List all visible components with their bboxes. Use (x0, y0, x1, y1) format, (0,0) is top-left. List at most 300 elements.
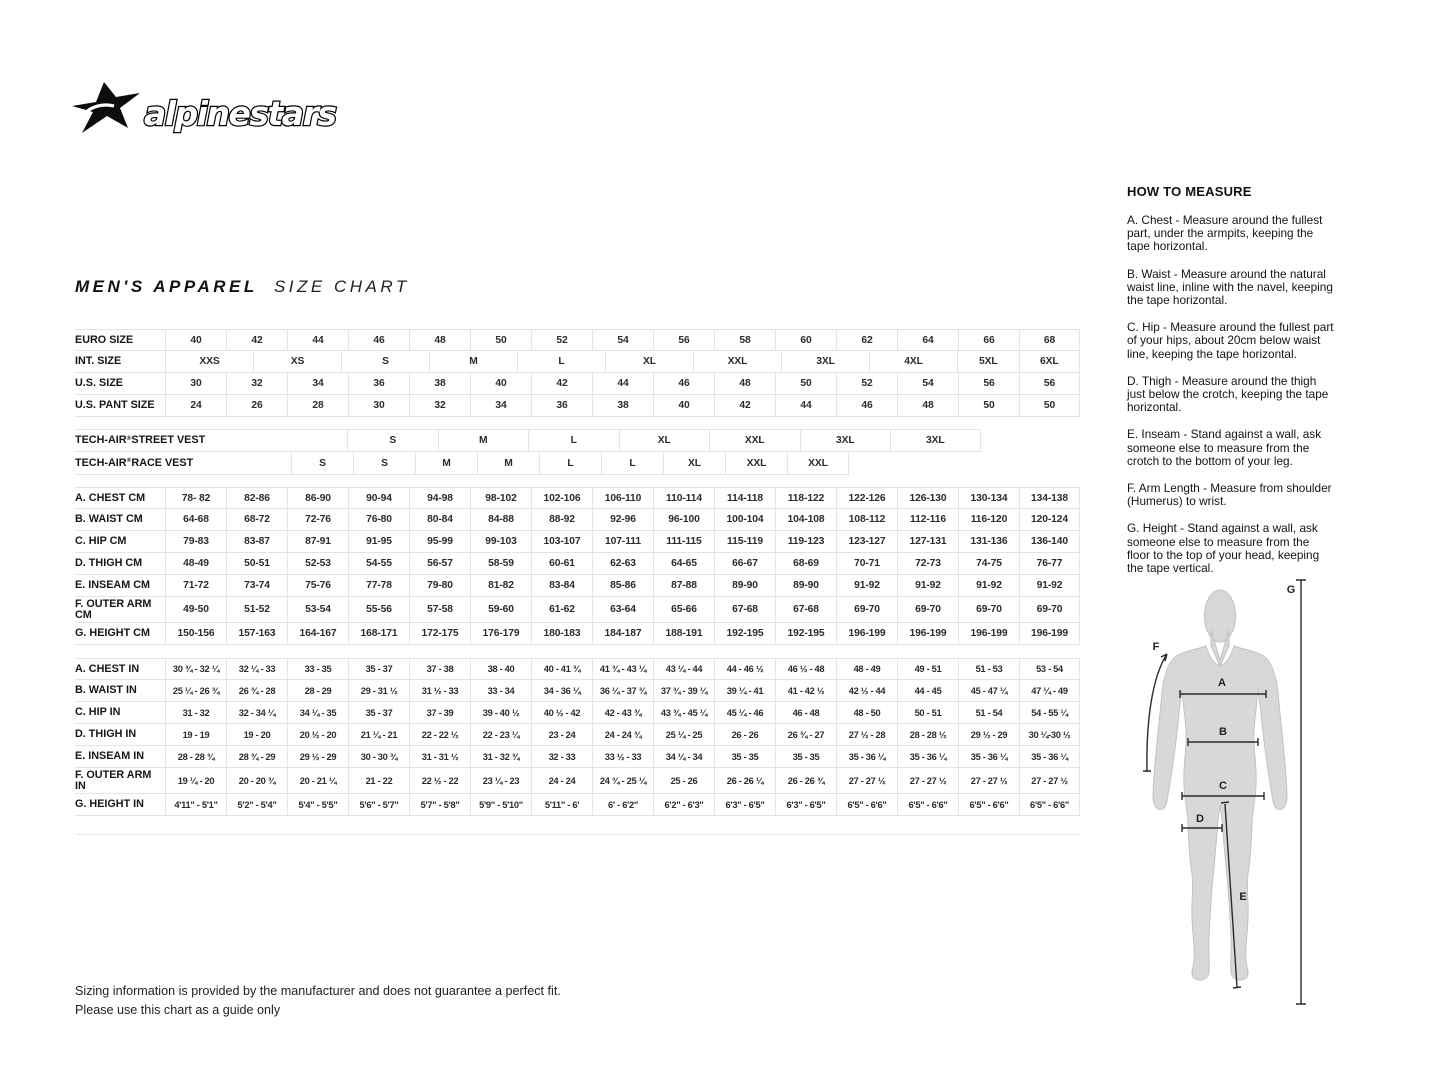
size-cell: 44 (592, 373, 653, 394)
table-row (75, 623, 1080, 645)
size-cell: 50-51 (226, 553, 287, 574)
size-cell: M (429, 351, 517, 372)
size-cell: 39 ¼ - 41 (714, 680, 775, 701)
size-cell: 63-64 (592, 597, 653, 622)
size-cell: 192-195 (714, 623, 775, 644)
measurement-figure (1138, 572, 1323, 1022)
size-cell: 91-92 (836, 575, 897, 596)
size-cell: 6'2" - 6'3" (653, 794, 714, 815)
size-cell: L (539, 452, 601, 474)
size-cell: 33 - 35 (287, 659, 348, 679)
size-cell: 31 - 31 ½ (409, 746, 470, 767)
size-cell: 176-179 (470, 623, 531, 644)
page-title (75, 277, 410, 297)
size-cell: 69-70 (836, 597, 897, 622)
size-cell: 5'9" - 5'10" (470, 794, 531, 815)
size-cell: 55-56 (348, 597, 409, 622)
row-label: D. THIGH IN (75, 728, 137, 740)
size-cell: 115-119 (714, 531, 775, 552)
size-cell: 22 - 22 ½ (409, 724, 470, 745)
size-cell: 74-75 (958, 553, 1019, 574)
size-cell: 22 ½ - 22 (409, 768, 470, 793)
size-cell: 6'3" - 6'5" (775, 794, 836, 815)
size-cell: 26 (226, 395, 287, 416)
size-cell: 35 - 35 (775, 746, 836, 767)
table-row (75, 452, 1080, 475)
size-cell: 40 (470, 373, 531, 394)
row-leading-gap (165, 430, 347, 451)
size-cell: 79-80 (409, 575, 470, 596)
vest-row-wrap (75, 429, 981, 452)
size-cell: 38 - 40 (470, 659, 531, 679)
size-cell: 34 (470, 395, 531, 416)
size-cell: 60 (775, 330, 836, 350)
table-row (75, 329, 1080, 351)
size-cell: 84-88 (470, 509, 531, 530)
size-cell: 56 (1019, 373, 1080, 394)
size-cell: 54 (592, 330, 653, 350)
size-cell: 58 (714, 330, 775, 350)
size-cell: 42 (531, 373, 592, 394)
size-cell: 108-112 (836, 509, 897, 530)
table-block-gap (75, 417, 1080, 429)
row-label: E. INSEAM CM (75, 579, 150, 591)
size-cell: 81-82 (470, 575, 531, 596)
size-cell: 104-108 (775, 509, 836, 530)
size-cell: 32 - 34 ¼ (226, 702, 287, 723)
size-cell: 39 - 40 ½ (470, 702, 531, 723)
size-cell: 95-99 (409, 531, 470, 552)
size-cell: 28 ¾ - 29 (226, 746, 287, 767)
size-cell: XXL (693, 351, 781, 372)
table-row (75, 702, 1080, 724)
size-cell: S (353, 452, 415, 474)
size-cell: 6'3" - 6'5" (714, 794, 775, 815)
how-to-measure-panel (1127, 184, 1335, 589)
size-cell: 57-58 (409, 597, 470, 622)
size-cell: 30 ¾ - 32 ¼ (165, 659, 226, 679)
size-cell: 68-69 (775, 553, 836, 574)
size-cell: 26 - 26 ¼ (714, 768, 775, 793)
row-label: U.S. SIZE (75, 377, 123, 389)
size-cell: S (347, 430, 438, 451)
size-cell: 24 - 24 (531, 768, 592, 793)
figure-label-b: B (1219, 726, 1227, 738)
size-cell: 78- 82 (165, 488, 226, 508)
size-cell: 34 ¼ - 35 (287, 702, 348, 723)
size-cell: 120-124 (1019, 509, 1080, 530)
size-cell: 68 (1019, 330, 1080, 350)
size-cell: 77-78 (348, 575, 409, 596)
size-cell: 27 - 27 ½ (897, 768, 958, 793)
size-cell: 21 - 22 (348, 768, 409, 793)
size-cell: 168-171 (348, 623, 409, 644)
size-cell: 114-118 (714, 488, 775, 508)
size-cell: 26 ¾ - 28 (226, 680, 287, 701)
row-label: G. HEIGHT CM (75, 627, 150, 639)
alpinestars-logo (70, 78, 340, 149)
size-cell: 28 - 28 ¾ (165, 746, 226, 767)
size-cell: XXL (787, 452, 849, 474)
page-title-light: SIZE CHART (273, 277, 410, 296)
size-cell: 30 (348, 395, 409, 416)
size-cell: 91-92 (1019, 575, 1080, 596)
size-cell: 76-80 (348, 509, 409, 530)
size-cell: 40 ½ - 42 (531, 702, 592, 723)
size-cell: 29 ½ - 29 (287, 746, 348, 767)
size-cell: 70-71 (836, 553, 897, 574)
size-cell: 90-94 (348, 488, 409, 508)
disclaimer-line-2: Please use this chart as a guide only (75, 1003, 281, 1017)
size-cell: 31 ½ - 33 (409, 680, 470, 701)
size-cell: 46 ½ - 48 (775, 659, 836, 679)
size-cell: 94-98 (409, 488, 470, 508)
size-cell: 103-107 (531, 531, 592, 552)
size-cell: 51 - 54 (958, 702, 1019, 723)
size-cell: 36 ¼ - 37 ¾ (592, 680, 653, 701)
row-label: G. HEIGHT IN (75, 798, 144, 810)
size-cell: 80-84 (409, 509, 470, 530)
size-cell: 4XL (869, 351, 957, 372)
size-cell: 42 - 43 ¾ (592, 702, 653, 723)
size-cell: 164-167 (287, 623, 348, 644)
figure-label-g: G (1286, 584, 1296, 596)
size-cell: 35 - 36 ¼ (897, 746, 958, 767)
size-cell: 116-120 (958, 509, 1019, 530)
size-cell: 192-195 (775, 623, 836, 644)
table-row (75, 746, 1080, 768)
size-cell: 40 - 41 ¾ (531, 659, 592, 679)
size-cell: 38 (409, 373, 470, 394)
size-cell: 6'5" - 6'6" (836, 794, 897, 815)
size-cell: 27 - 27 ½ (958, 768, 1019, 793)
size-cell: 21 ¼ - 21 (348, 724, 409, 745)
size-cell: 67-68 (775, 597, 836, 622)
measure-instruction-inseam: E. Inseam - Stand against a wall, ask someone else to measure from the crotch to the bottom of your leg. (1127, 427, 1322, 468)
size-cell: 37 - 38 (409, 659, 470, 679)
size-cell: 87-91 (287, 531, 348, 552)
row-label: F. OUTER ARM IN (75, 768, 152, 792)
size-cell: 64 (897, 330, 958, 350)
figure-label-c: C (1219, 780, 1227, 792)
size-cell: 42 ½ - 44 (836, 680, 897, 701)
size-cell: 6' - 6'2" (592, 794, 653, 815)
size-cell: 40 (165, 330, 226, 350)
size-cell: 85-86 (592, 575, 653, 596)
size-cell: 40 (653, 395, 714, 416)
size-cell: 66 (958, 330, 1019, 350)
size-cell: 53 - 54 (1019, 659, 1080, 679)
size-cell: 106-110 (592, 488, 653, 508)
size-cell: L (517, 351, 605, 372)
measure-instruction-height: G. Height - Stand against a wall, ask someone else to measure from the floor to the top of your head, keeping the tape vertical. (1127, 521, 1320, 576)
size-cell: 51-52 (226, 597, 287, 622)
size-cell: 32 ¼ - 33 (226, 659, 287, 679)
size-cell: 157-163 (226, 623, 287, 644)
size-cell: 64-68 (165, 509, 226, 530)
size-cell: 34 (287, 373, 348, 394)
size-cell: 27 - 27 ½ (1019, 768, 1080, 793)
size-cell: 68-72 (226, 509, 287, 530)
size-cell: 37 - 39 (409, 702, 470, 723)
size-cell: 48 - 49 (836, 659, 897, 679)
size-cell: XXL (709, 430, 800, 451)
size-cell: 136-140 (1019, 531, 1080, 552)
size-cell: 34 - 36 ¼ (531, 680, 592, 701)
size-cell: 26 ¾ - 27 (775, 724, 836, 745)
size-cell: 126-130 (897, 488, 958, 508)
row-label: A. CHEST IN (75, 662, 140, 675)
row-label: F. OUTER ARM CM (75, 597, 152, 621)
size-cell: 34 ¼ - 34 (653, 746, 714, 767)
size-cell: M (438, 430, 529, 451)
size-cell: 30 - 30 ¾ (348, 746, 409, 767)
size-cell: 28 - 28 ½ (897, 724, 958, 745)
table-row (75, 794, 1080, 816)
measure-instruction-arm: F. Arm Length - Measure from shoulder (Humerus) to wrist. (1127, 481, 1332, 509)
figure-label-d: D (1196, 813, 1204, 825)
size-cell: 50 (775, 373, 836, 394)
size-cell: 41 ¾ - 43 ¼ (592, 659, 653, 679)
size-cell: XL (619, 430, 710, 451)
size-cell: 5'11" - 6' (531, 794, 592, 815)
size-cell: 58-59 (470, 553, 531, 574)
size-cell: 33 ½ - 33 (592, 746, 653, 767)
size-cell: 29 ½ - 29 (958, 724, 1019, 745)
size-cell: 73-74 (226, 575, 287, 596)
size-cell: XXL (725, 452, 787, 474)
row-label: TECH-AIR ® STREET VEST (75, 434, 206, 446)
size-cell: 60-61 (531, 553, 592, 574)
row-label: C. HIP IN (75, 706, 121, 718)
size-cell: 26 - 26 ¾ (775, 768, 836, 793)
size-cell: 48 (409, 330, 470, 350)
size-cell: 52-53 (287, 553, 348, 574)
size-cell: 188-191 (653, 623, 714, 644)
size-cell: 100-104 (714, 509, 775, 530)
size-cell: 33 - 34 (470, 680, 531, 701)
size-cell: 42 (714, 395, 775, 416)
size-cell: 196-199 (836, 623, 897, 644)
row-label: B. WAIST IN (75, 684, 137, 696)
size-cell: 50 (470, 330, 531, 350)
size-cell: 127-131 (897, 531, 958, 552)
size-cell: 20 - 21 ¼ (287, 768, 348, 793)
size-cell: 69-70 (897, 597, 958, 622)
table-row (75, 724, 1080, 746)
figure-label-f: F (1152, 641, 1160, 653)
size-cell: 48-49 (165, 553, 226, 574)
size-cell: 19 - 20 (226, 724, 287, 745)
disclaimer (75, 982, 561, 1020)
size-cell: 54 (897, 373, 958, 394)
table-row (75, 768, 1080, 794)
size-cell: 32 - 33 (531, 746, 592, 767)
row-leading-gap (165, 452, 291, 474)
size-cell: 99-103 (470, 531, 531, 552)
size-cell: 29 - 31 ½ (348, 680, 409, 701)
size-cell: 44 - 45 (897, 680, 958, 701)
size-cell: 45 ¼ - 46 (714, 702, 775, 723)
size-cell: 180-183 (531, 623, 592, 644)
size-cell: 46 (653, 373, 714, 394)
size-cell: 111-115 (653, 531, 714, 552)
size-cell: 82-86 (226, 488, 287, 508)
size-cell: 27 ½ - 28 (836, 724, 897, 745)
size-cell: 5'6" - 5'7" (348, 794, 409, 815)
size-cell: 131-136 (958, 531, 1019, 552)
size-cell: 50 (958, 395, 1019, 416)
figure-label-a: A (1218, 677, 1226, 689)
size-cell: 20 ½ - 20 (287, 724, 348, 745)
size-cell: 83-84 (531, 575, 592, 596)
size-cell: 30 (165, 373, 226, 394)
size-cell: 36 (348, 373, 409, 394)
size-cell: L (528, 430, 619, 451)
size-cell: 28 - 29 (287, 680, 348, 701)
size-cell: 3XL (800, 430, 891, 451)
size-cell: 87-88 (653, 575, 714, 596)
table-row (75, 553, 1080, 575)
size-cell: 172-175 (409, 623, 470, 644)
size-cell: 76-77 (1019, 553, 1080, 574)
size-cell: 69-70 (958, 597, 1019, 622)
size-cell: 6'5" - 6'6" (897, 794, 958, 815)
size-cell: 5'2" - 5'4" (226, 794, 287, 815)
size-cell: 91-92 (958, 575, 1019, 596)
row-label: INT. SIZE (75, 355, 122, 367)
size-cell: 69-70 (1019, 597, 1080, 622)
size-cell: 22 - 23 ¼ (470, 724, 531, 745)
size-cell: 91-95 (348, 531, 409, 552)
size-cell: 43 ¾ - 45 ¼ (653, 702, 714, 723)
size-cell: 5'4" - 5'5" (287, 794, 348, 815)
size-cell: 47 ¼ - 49 (1019, 680, 1080, 701)
size-cell: 46 (348, 330, 409, 350)
size-cell: 122-126 (836, 488, 897, 508)
size-cell: 75-76 (287, 575, 348, 596)
size-cell: 196-199 (1019, 623, 1080, 644)
size-cell: 3XL (781, 351, 869, 372)
table-row (75, 658, 1080, 680)
size-cell: S (291, 452, 353, 474)
size-cell: XL (605, 351, 693, 372)
size-cell: 107-111 (592, 531, 653, 552)
size-cell: 91-92 (897, 575, 958, 596)
row-label: B. WAIST CM (75, 513, 143, 525)
size-cell: 123-127 (836, 531, 897, 552)
table-row (75, 395, 1080, 417)
size-cell: 54-55 (348, 553, 409, 574)
size-cell: 196-199 (897, 623, 958, 644)
size-cell: 27 - 27 ½ (836, 768, 897, 793)
size-cell: 83-87 (226, 531, 287, 552)
size-cell: 35 - 36 ¼ (1019, 746, 1080, 767)
size-cell: 196-199 (958, 623, 1019, 644)
size-cell: 52 (836, 373, 897, 394)
size-cell: XXS (165, 351, 253, 372)
size-cell: 59-60 (470, 597, 531, 622)
height-measure-line (1296, 580, 1306, 1004)
size-cell: 6XL (1019, 351, 1081, 372)
table-row (75, 597, 1080, 623)
size-cell: 62-63 (592, 553, 653, 574)
size-cell: 96-100 (653, 509, 714, 530)
row-label: D. THIGH CM (75, 557, 143, 569)
size-cell: 32 (226, 373, 287, 394)
size-cell: 72-76 (287, 509, 348, 530)
row-label: EURO SIZE (75, 333, 134, 346)
size-cell: 5XL (957, 351, 1019, 372)
size-cell: 56 (653, 330, 714, 350)
size-cell: 36 (531, 395, 592, 416)
size-cell: 31 - 32 ¾ (470, 746, 531, 767)
measure-instruction-waist: B. Waist - Measure around the natural waist line, inline with the navel, keeping the tape horizontal. (1127, 266, 1333, 308)
size-cell: 25 - 26 (653, 768, 714, 793)
size-cell: 35 - 36 ¼ (958, 746, 1019, 767)
disclaimer-line-1: Sizing information is provided by the manufacturer and does not guarantee a perfect fit. (75, 984, 561, 998)
row-label: A. CHEST CM (75, 491, 146, 504)
size-cell: 118-122 (775, 488, 836, 508)
row-label: TECH-AIR ® RACE VEST (75, 456, 194, 469)
row-label: E. INSEAM IN (75, 750, 144, 762)
size-cell: 130-134 (958, 488, 1019, 508)
size-cell: 49-50 (165, 597, 226, 622)
size-cell: 44 (287, 330, 348, 350)
size-cell: 45 - 47 ¼ (958, 680, 1019, 701)
size-cell: 6'5" - 6'6" (1019, 794, 1080, 815)
size-cell: 35 - 35 (714, 746, 775, 767)
size-cell: 53-54 (287, 597, 348, 622)
size-cell: 23 - 24 (531, 724, 592, 745)
size-cell: XS (253, 351, 341, 372)
size-cell: 30 ¼-30 ½ (1019, 724, 1080, 745)
size-cell: 102-106 (531, 488, 592, 508)
page-title-bold: MEN'S APPAREL (75, 277, 258, 296)
table-block-gap (75, 645, 1080, 658)
size-cell: 112-116 (897, 509, 958, 530)
row-label: C. HIP CM (75, 535, 127, 547)
size-cell: 19 ¼ - 20 (165, 768, 226, 793)
size-cell: 54 - 55 ¼ (1019, 702, 1080, 723)
size-cell: 89-90 (714, 575, 775, 596)
size-cell: 4'11" - 5'1" (165, 794, 226, 815)
size-cell: 71-72 (165, 575, 226, 596)
size-cell: 50 - 51 (897, 702, 958, 723)
size-cell: 24 - 24 ¾ (592, 724, 653, 745)
size-cell: 48 (897, 395, 958, 416)
size-cell: 44 (775, 395, 836, 416)
logo-wordmark: alpinestars (144, 94, 336, 133)
size-cell: XL (663, 452, 725, 474)
size-cell: 98-102 (470, 488, 531, 508)
size-cell: 86-90 (287, 488, 348, 508)
size-cell: 64-65 (653, 553, 714, 574)
size-cell: 5'7" - 5'8" (409, 794, 470, 815)
size-cell: 56-57 (409, 553, 470, 574)
size-cell: 3XL (890, 430, 981, 451)
row-label: U.S. PANT SIZE (75, 399, 155, 411)
size-cell: 92-96 (592, 509, 653, 530)
size-cell: 50 (1019, 395, 1080, 416)
how-to-measure-heading: HOW TO MEASURE (1127, 184, 1252, 199)
measure-instruction-thigh: D. Thigh - Measure around the thigh just below the crotch, keeping the tape horizontal. (1127, 373, 1329, 415)
size-cell: 44 - 46 ½ (714, 659, 775, 679)
size-cell: 110-114 (653, 488, 714, 508)
size-cell: 31 - 32 (165, 702, 226, 723)
table-bottom-rule (75, 834, 1080, 835)
table-row (75, 429, 1080, 452)
